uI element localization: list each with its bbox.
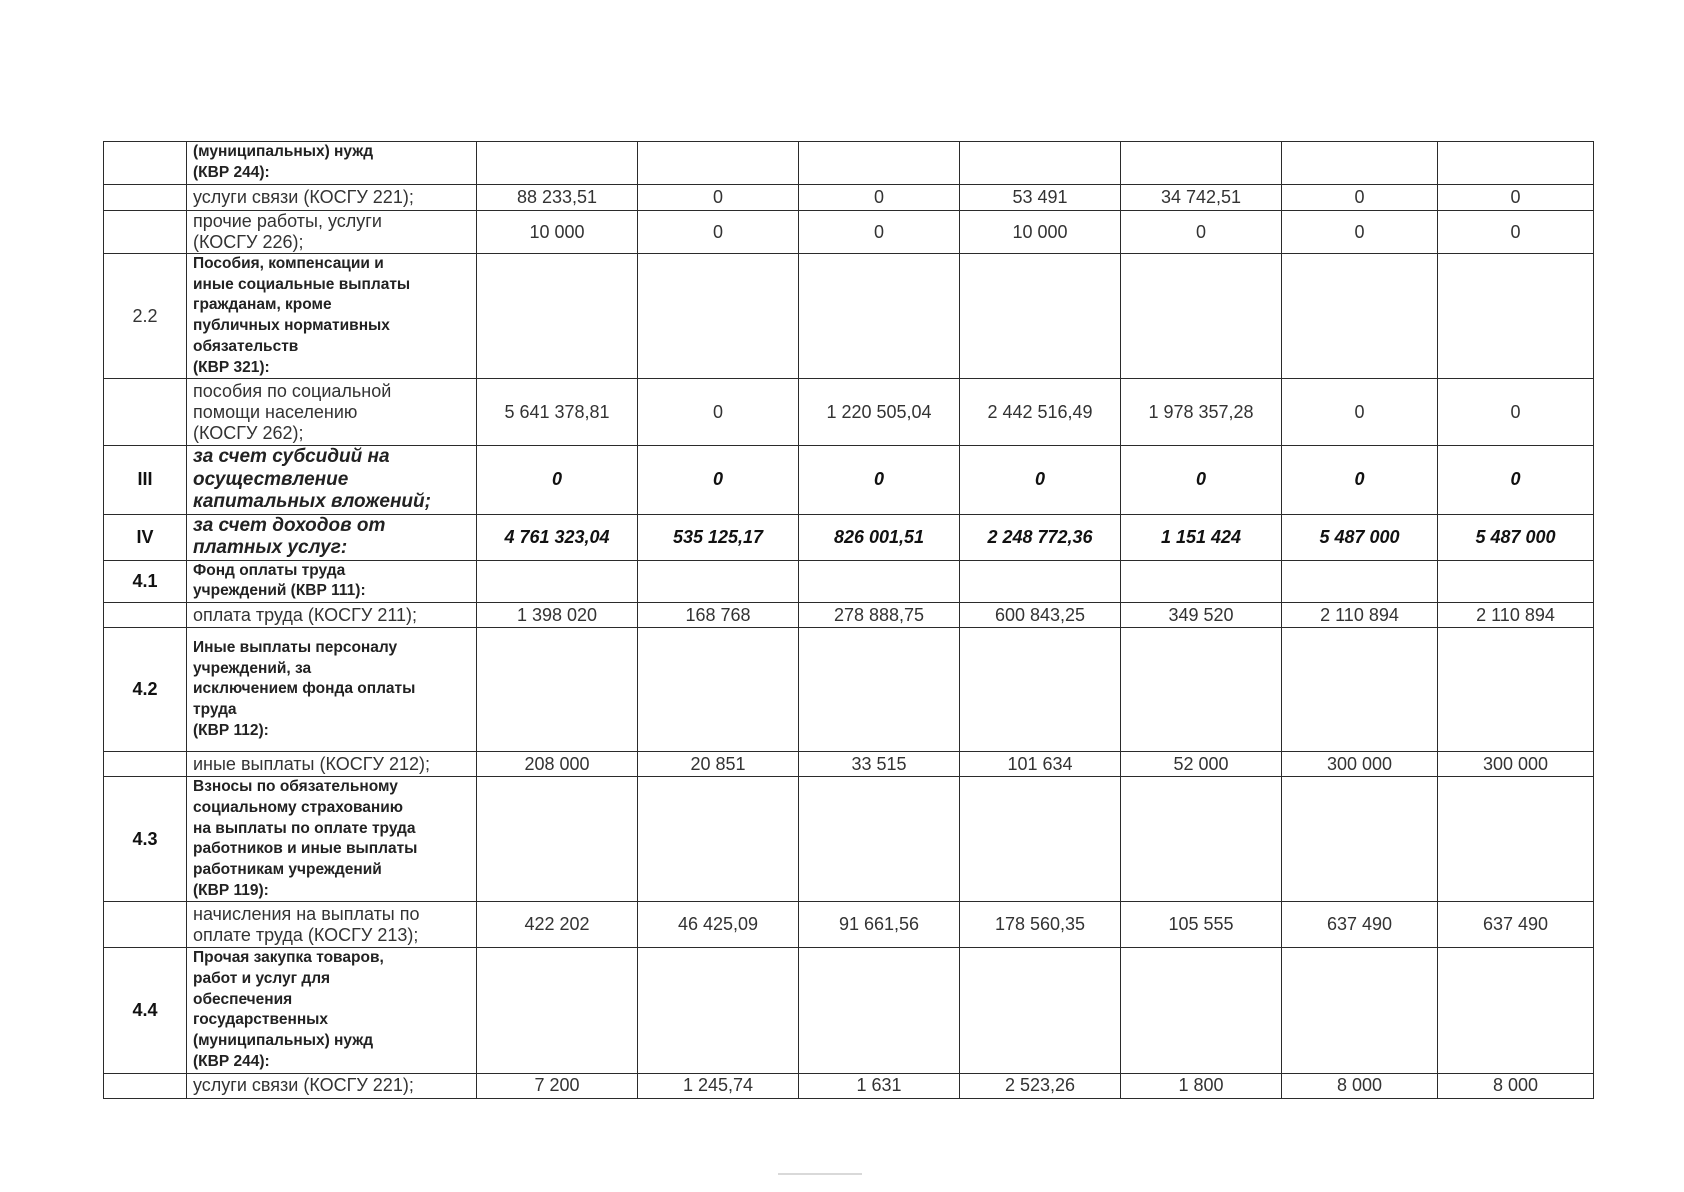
value-cell xyxy=(477,142,638,185)
value-cell: 5 487 000 xyxy=(1438,514,1594,560)
row-description: иные выплаты (КОСГУ 212); xyxy=(187,752,477,777)
row-description: (муниципальных) нужд (КВР 244): xyxy=(187,142,477,185)
value-cell: 826 001,51 xyxy=(799,514,960,560)
value-cell: 637 490 xyxy=(1438,902,1594,948)
value-cell: 0 xyxy=(477,446,638,515)
table-row xyxy=(104,379,1594,446)
value-cell: 600 843,25 xyxy=(960,603,1121,628)
value-cell: 1 245,74 xyxy=(638,1073,799,1098)
row-number xyxy=(104,902,187,948)
row-description: Взносы по обязательному социальному страхованию на выплаты по оплате труда работников и иные выплаты работникам учреждений (КВР 119): xyxy=(187,777,477,902)
budget-table xyxy=(103,141,1594,1099)
value-cell xyxy=(1282,254,1438,379)
value-cell: 0 xyxy=(799,185,960,211)
value-cell xyxy=(638,628,799,752)
value-cell xyxy=(477,777,638,902)
value-cell: 0 xyxy=(1438,211,1594,254)
value-cell xyxy=(960,142,1121,185)
value-cell: 34 742,51 xyxy=(1121,185,1282,211)
table-row xyxy=(104,752,1594,777)
value-cell: 20 851 xyxy=(638,752,799,777)
row-description: услуги связи (КОСГУ 221); xyxy=(187,185,477,211)
value-cell xyxy=(1121,254,1282,379)
value-cell xyxy=(1438,777,1594,902)
row-number: 4.2 xyxy=(104,628,187,752)
table-row xyxy=(104,446,1594,515)
value-cell: 0 xyxy=(799,211,960,254)
value-cell xyxy=(1438,560,1594,602)
value-cell: 2 523,26 xyxy=(960,1073,1121,1098)
value-cell xyxy=(477,254,638,379)
row-number xyxy=(104,379,187,446)
row-description: Прочая закупка товаров, работ и услуг для обеспечения государственных (муниципальных) нужд (КВР 244): xyxy=(187,948,477,1073)
value-cell xyxy=(960,948,1121,1073)
value-cell xyxy=(1121,628,1282,752)
value-cell: 0 xyxy=(1121,446,1282,515)
value-cell: 1 151 424 xyxy=(1121,514,1282,560)
value-cell xyxy=(638,142,799,185)
row-number: 4.1 xyxy=(104,560,187,602)
value-cell: 349 520 xyxy=(1121,603,1282,628)
table-row xyxy=(104,1073,1594,1098)
value-cell: 2 248 772,36 xyxy=(960,514,1121,560)
value-cell: 208 000 xyxy=(477,752,638,777)
value-cell xyxy=(1282,142,1438,185)
value-cell: 422 202 xyxy=(477,902,638,948)
value-cell: 1 220 505,04 xyxy=(799,379,960,446)
value-cell xyxy=(960,560,1121,602)
value-cell: 0 xyxy=(638,446,799,515)
value-cell: 1 800 xyxy=(1121,1073,1282,1098)
value-cell: 168 768 xyxy=(638,603,799,628)
value-cell: 105 555 xyxy=(1121,902,1282,948)
value-cell: 178 560,35 xyxy=(960,902,1121,948)
value-cell: 300 000 xyxy=(1438,752,1594,777)
row-number xyxy=(104,142,187,185)
value-cell: 0 xyxy=(1282,379,1438,446)
value-cell xyxy=(1121,560,1282,602)
value-cell: 1 978 357,28 xyxy=(1121,379,1282,446)
value-cell: 0 xyxy=(1121,211,1282,254)
row-description: Пособия, компенсации и иные социальные выплаты гражданам, кроме публичных нормативных обязательств (КВР 321): xyxy=(187,254,477,379)
value-cell: 1 631 xyxy=(799,1073,960,1098)
row-number xyxy=(104,211,187,254)
table-row xyxy=(104,560,1594,602)
value-cell: 8 000 xyxy=(1282,1073,1438,1098)
table-row xyxy=(104,514,1594,560)
value-cell xyxy=(1121,142,1282,185)
value-cell: 88 233,51 xyxy=(477,185,638,211)
budget-sheet xyxy=(103,141,1594,1099)
row-number: III xyxy=(104,446,187,515)
table-row xyxy=(104,902,1594,948)
value-cell: 10 000 xyxy=(477,211,638,254)
row-number: 4.4 xyxy=(104,948,187,1073)
value-cell xyxy=(638,948,799,1073)
value-cell: 52 000 xyxy=(1121,752,1282,777)
value-cell: 278 888,75 xyxy=(799,603,960,628)
value-cell: 46 425,09 xyxy=(638,902,799,948)
row-number: IV xyxy=(104,514,187,560)
value-cell xyxy=(799,948,960,1073)
table-row xyxy=(104,628,1594,752)
table-row xyxy=(104,603,1594,628)
value-cell xyxy=(638,560,799,602)
row-number xyxy=(104,185,187,211)
value-cell xyxy=(799,254,960,379)
value-cell xyxy=(1121,777,1282,902)
row-description: начисления на выплаты по оплате труда (КОСГУ 213); xyxy=(187,902,477,948)
value-cell: 2 110 894 xyxy=(1282,603,1438,628)
table-row xyxy=(104,142,1594,185)
value-cell xyxy=(960,628,1121,752)
value-cell xyxy=(1438,142,1594,185)
row-description: оплата труда (КОСГУ 211); xyxy=(187,603,477,628)
value-cell: 2 442 516,49 xyxy=(960,379,1121,446)
value-cell: 300 000 xyxy=(1282,752,1438,777)
value-cell xyxy=(1282,948,1438,1073)
value-cell: 0 xyxy=(1282,211,1438,254)
value-cell: 53 491 xyxy=(960,185,1121,211)
table-row xyxy=(104,211,1594,254)
value-cell xyxy=(477,628,638,752)
table-row xyxy=(104,777,1594,902)
value-cell xyxy=(1438,254,1594,379)
value-cell: 0 xyxy=(1438,446,1594,515)
row-number: 2.2 xyxy=(104,254,187,379)
row-description: пособия по социальной помощи населению (КОСГУ 262); xyxy=(187,379,477,446)
value-cell xyxy=(477,560,638,602)
table-row xyxy=(104,254,1594,379)
value-cell: 535 125,17 xyxy=(638,514,799,560)
value-cell: 0 xyxy=(638,211,799,254)
value-cell xyxy=(1282,628,1438,752)
value-cell: 0 xyxy=(1282,185,1438,211)
table-row xyxy=(104,948,1594,1073)
value-cell: 5 641 378,81 xyxy=(477,379,638,446)
value-cell xyxy=(799,628,960,752)
value-cell: 637 490 xyxy=(1282,902,1438,948)
value-cell: 1 398 020 xyxy=(477,603,638,628)
row-number xyxy=(104,1073,187,1098)
row-number: 4.3 xyxy=(104,777,187,902)
value-cell: 7 200 xyxy=(477,1073,638,1098)
value-cell xyxy=(1121,948,1282,1073)
value-cell: 0 xyxy=(960,446,1121,515)
value-cell: 8 000 xyxy=(1438,1073,1594,1098)
value-cell xyxy=(960,777,1121,902)
value-cell xyxy=(1438,948,1594,1073)
value-cell: 0 xyxy=(799,446,960,515)
row-description: за счет доходов от платных услуг: xyxy=(187,514,477,560)
scan-artifact xyxy=(778,1173,862,1175)
value-cell: 0 xyxy=(1282,446,1438,515)
value-cell: 0 xyxy=(638,185,799,211)
row-description: прочие работы, услуги (КОСГУ 226); xyxy=(187,211,477,254)
value-cell xyxy=(799,560,960,602)
value-cell xyxy=(638,777,799,902)
value-cell xyxy=(477,948,638,1073)
value-cell: 10 000 xyxy=(960,211,1121,254)
value-cell xyxy=(1282,777,1438,902)
value-cell: 5 487 000 xyxy=(1282,514,1438,560)
value-cell xyxy=(960,254,1121,379)
value-cell xyxy=(1282,560,1438,602)
row-description: за счет субсидий на осуществление капитальных вложений; xyxy=(187,446,477,515)
value-cell xyxy=(1438,628,1594,752)
value-cell xyxy=(799,142,960,185)
value-cell: 101 634 xyxy=(960,752,1121,777)
value-cell: 91 661,56 xyxy=(799,902,960,948)
value-cell: 0 xyxy=(638,379,799,446)
value-cell: 0 xyxy=(1438,185,1594,211)
value-cell xyxy=(799,777,960,902)
value-cell: 0 xyxy=(1438,379,1594,446)
table-row xyxy=(104,185,1594,211)
value-cell: 33 515 xyxy=(799,752,960,777)
value-cell xyxy=(638,254,799,379)
row-description: Иные выплаты персоналу учреждений, за исключением фонда оплаты труда (КВР 112): xyxy=(187,628,477,752)
row-description: Фонд оплаты труда учреждений (КВР 111): xyxy=(187,560,477,602)
row-number xyxy=(104,752,187,777)
row-number xyxy=(104,603,187,628)
value-cell: 4 761 323,04 xyxy=(477,514,638,560)
value-cell: 2 110 894 xyxy=(1438,603,1594,628)
row-description: услуги связи (КОСГУ 221); xyxy=(187,1073,477,1098)
